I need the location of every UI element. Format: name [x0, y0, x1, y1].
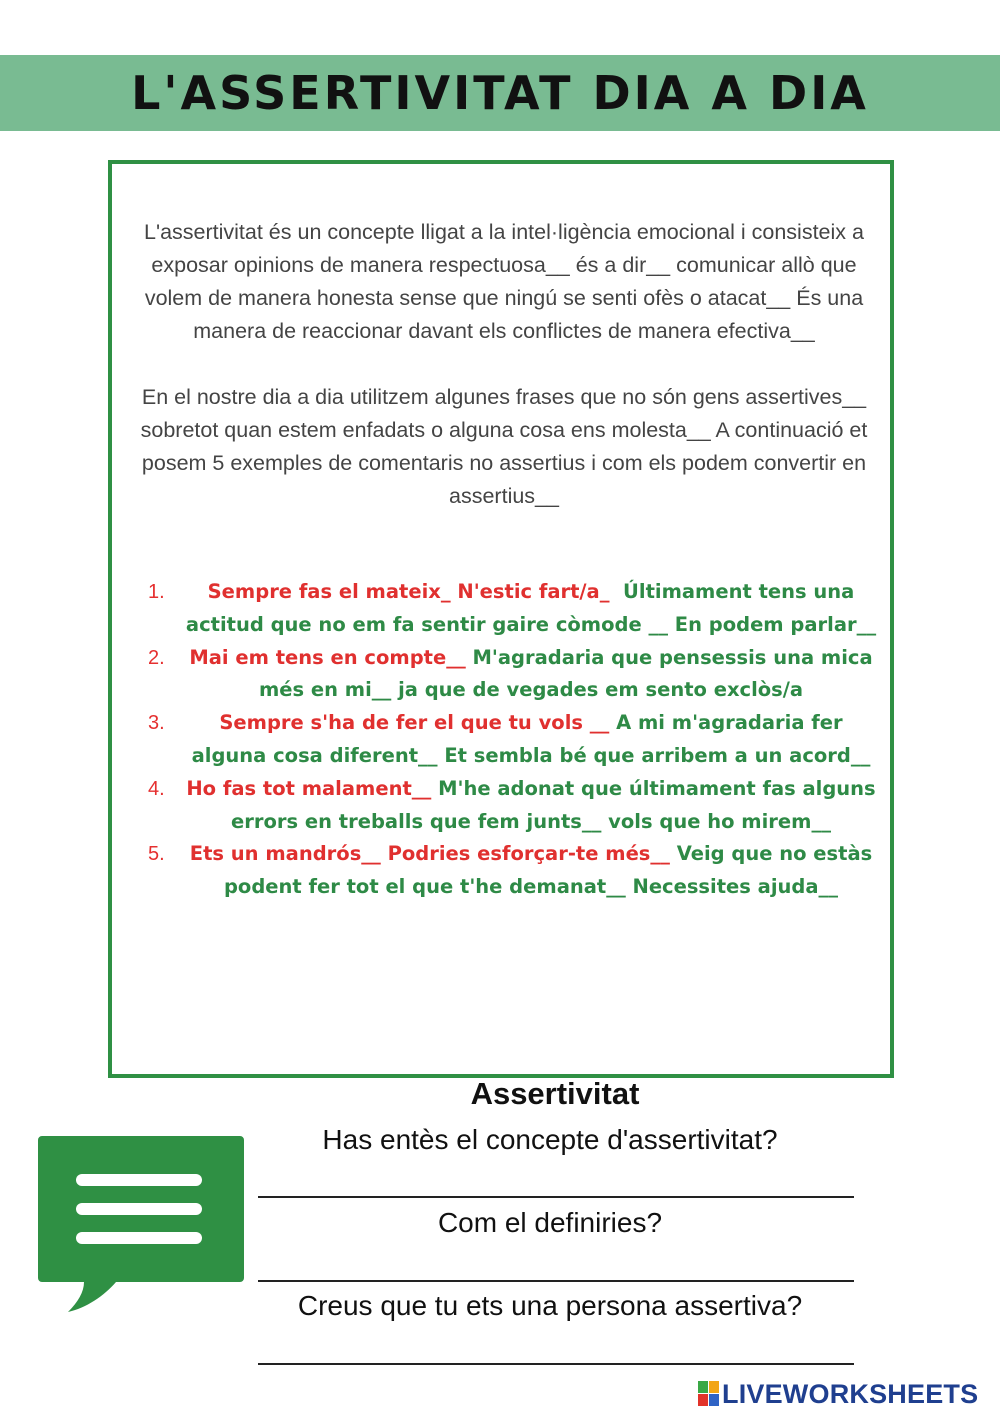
assertive-phrase: M'he adonat que últimament fas alguns errors en treballs que fem junts__ vols que ho mirem__ [231, 776, 876, 833]
assertive-phrase: M'agradaria que pensessis una mica més en mi__ ja que de vegades em sento exclòs/a [258, 645, 873, 702]
example-number: 3. [148, 712, 165, 735]
liveworksheets-logo [698, 1376, 978, 1412]
non-assertive-phrase: Sempre fas el mateix_ N'estic fart/a_ [207, 580, 610, 603]
non-assertive-phrase: Ho fas tot malament__ [186, 776, 432, 800]
example-number: 4. [148, 777, 165, 800]
intro-text [128, 216, 880, 546]
example-number: 1. [148, 581, 165, 603]
non-assertive-phrase: Mai em tens en compte__ [189, 645, 466, 669]
answer-line-1[interactable] [258, 1196, 854, 1198]
assertive-phrase: A mi m'agradaria fer alguna cosa diferent__ Et sembla bé que arribem a un acord__ [191, 711, 871, 767]
intro-paragraph-1: L'assertivitat és un concepte lligat a la intel·ligència emocional i consisteix a exposar opinions de manera respectuosa__ és a dir__ comunicar allò que volem de manera honesta sense que ningú se senti ofès o atacat__ És una manera de reaccionar davant els conflictes de manera efectiva__ [144, 220, 864, 343]
questions-heading: Assertivitat [470, 1076, 640, 1111]
question-1: Has entès el concepte d'assertivitat? [322, 1124, 778, 1155]
example-item [145, 576, 877, 642]
examples-list [145, 576, 877, 904]
page-title: L'ASSERTIVITAT DIA A DIA [131, 66, 869, 120]
liveworksheets-badge-icon [698, 1381, 720, 1407]
non-assertive-phrase: Ets un mandrós__ Podries esforçar-te més__ [189, 842, 670, 866]
question-3: Creus que tu ets una persona assertiva? [297, 1290, 803, 1321]
answer-line-3[interactable] [258, 1363, 854, 1365]
assertive-phrase: Veig que no estàs podent fer tot el que t'he demanat__ Necessites ajuda__ [223, 842, 873, 899]
example-item [145, 838, 877, 904]
example-number: 2. [148, 646, 165, 669]
question-2: Com el definiries? [437, 1207, 663, 1238]
example-number: 5. [148, 843, 165, 866]
intro-paragraph-2: En el nostre dia a dia utilitzem algunes frases que no són gens assertives__ sobretot quan estem enfadats o alguna cosa ens molesta__ A continuació et posem 5 exemples de comentaris no assertius i com els podem convertir en assertius__ [140, 385, 868, 508]
assertive-phrase: Últimament tens una actitud que no em fa sentir gaire còmode __ En podem parlar__ [185, 580, 877, 636]
example-item [145, 773, 877, 839]
logo-text: LIVEWORKSHEETS [722, 1378, 979, 1409]
non-assertive-phrase: Sempre s'ha de fer el que tu vols __ [219, 711, 610, 735]
answer-line-2[interactable] [258, 1280, 854, 1282]
speech-bubble-icon [38, 1136, 244, 1316]
example-item [145, 707, 877, 773]
example-item [145, 642, 877, 708]
